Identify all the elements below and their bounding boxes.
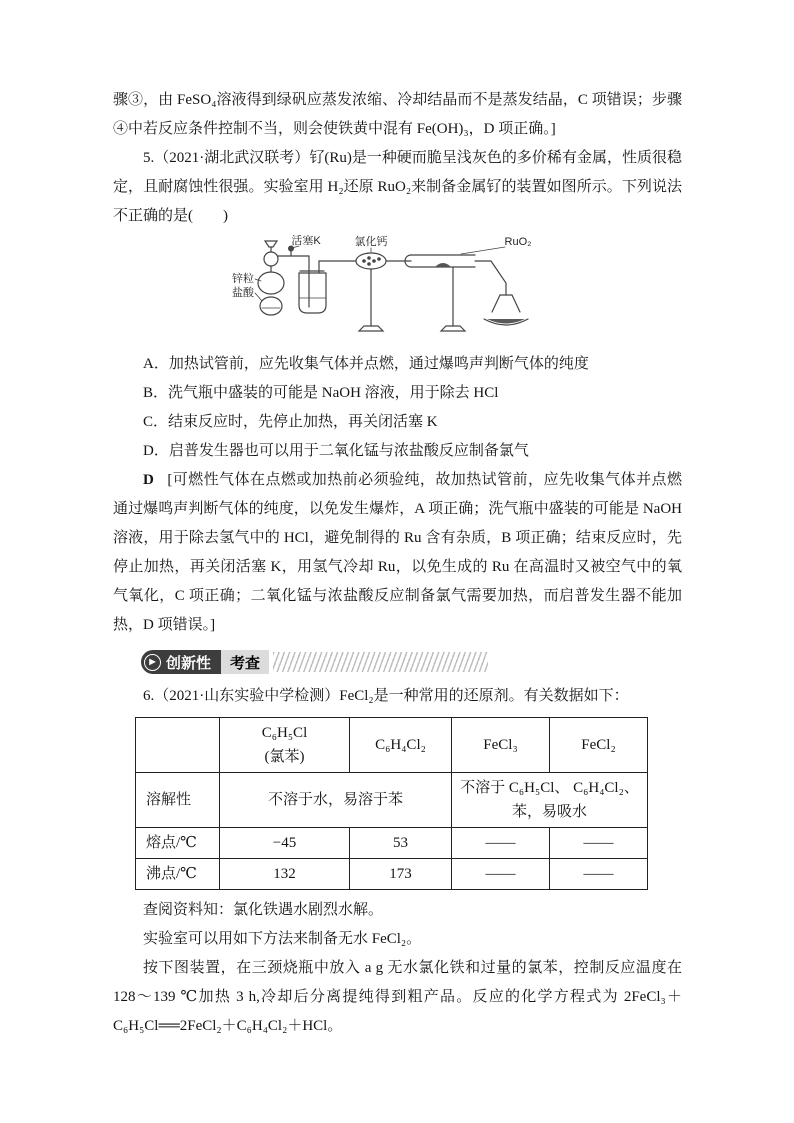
q5-answer-letter: D — [143, 472, 154, 488]
boiling-point-chlorobenzene: 132 — [220, 859, 350, 890]
table-row-boiling-point — [136, 859, 648, 890]
table-header-chlorobenzene — [220, 718, 350, 773]
melting-point-fecl3: —— — [452, 828, 550, 859]
section-badge — [141, 650, 221, 674]
section-header-innovative — [141, 650, 682, 674]
apparatus-diagram — [213, 235, 583, 343]
q5-option-d: D．启普发生器也可以用于二氧化锰与浓盐酸反应制备氯气 — [143, 443, 529, 459]
label-ruo2: RuO₂ — [504, 236, 531, 248]
section-suffix-label: 考查 — [221, 650, 269, 674]
q6-data-table — [135, 717, 648, 890]
boiling-point-dichlorobenzene: 173 — [350, 859, 452, 890]
table-corner-cell — [136, 718, 220, 773]
boiling-point-row-label: 沸点/℃ — [136, 859, 220, 890]
q6-stem: 6.（2021·山东实验中学检测）FeCl₂是一种常用的还原剂。有关数据如下： — [143, 688, 629, 704]
q5-answer-explanation: [可燃性气体在点燃或加热前必须验纯，故加热试管前，应先收集气体并点燃通过爆鸣声判断气体的纯度，以免发生爆炸，A 项正确；洗气瓶中盛装的可能是 NaOH 溶液，用于除去氢气中的 HCl，避免制得的 Ru 含有杂质，B 项正确；结束反应时，先停止加热，再关闭活塞 K，用氢气冷却 Ru，以免生成的 Ru 在高温时又被空气中的氧气氧化，C 项正确；二氧化锰与浓盐酸反应制备氯气需要加热，而启普发生器不能加热，D 项错误。] — [113, 472, 682, 633]
section-badge-label: 创新性 — [166, 654, 212, 672]
q5-option-c: C．结束反应时，先停止加热，再关闭活塞 K — [143, 414, 438, 430]
solubility-iron-chlorides-cell: 不溶于 C₆H₅Cl、 C₆H₄Cl₂、苯，易吸水 — [452, 773, 648, 828]
q6-note-method: 实验室可以用如下方法来制备无水 FeCl₂。 — [143, 931, 422, 947]
melting-point-row-label: 熔点/℃ — [136, 828, 220, 859]
q5-apparatus-figure — [213, 235, 583, 348]
table-header-fecl3: FeCl₃ — [452, 718, 550, 773]
table-row-solubility — [136, 773, 648, 828]
label-calcium-chloride: 氯化钙 — [354, 236, 387, 248]
label-zinc-granules: 锌粒 — [231, 273, 254, 285]
label-stopcock-k: 活塞K — [290, 235, 321, 247]
boiling-point-fecl3: —— — [452, 859, 550, 890]
label-hydrochloric-acid: 盐酸 — [231, 287, 254, 299]
q5-answer — [113, 466, 682, 640]
q6-note-procedure: 按下图装置，在三颈烧瓶中放入 a g 无水氯化铁和过量的氯苯，控制反应温度在 128～139 ℃加热 3 h,冷却后分离提纯得到粗产品。反应的化学方程式为 2FeCl₃＋C₆H₅Cl══2FeCl₂＋C₆H₄Cl₂＋HCl。 — [113, 960, 682, 1034]
melting-point-chlorobenzene: −45 — [220, 828, 350, 859]
chlorobenzene-formula: C₆H₅Cl — [261, 725, 308, 741]
table-header-row — [136, 718, 648, 773]
carryover-answer-text: 骤③，由 FeSO₄溶液得到绿矾应蒸发浓缩、冷却结晶而不是蒸发结晶，C 项错误；步骤④中若反应条件控制不当，则会使铁黄中混有 Fe(OH)₃，D 项正确。] — [113, 92, 682, 137]
chlorobenzene-name: (氯苯) — [264, 749, 305, 765]
table-row-melting-point — [136, 828, 648, 859]
melting-point-dichlorobenzene: 53 — [350, 828, 452, 859]
section-hatch-decoration — [273, 652, 488, 672]
melting-point-fecl2: —— — [550, 828, 648, 859]
q6-note-hydrolysis: 查阅资料知：氯化铁遇水剧烈水解。 — [143, 902, 384, 918]
play-icon: ▶ — [144, 654, 161, 671]
q5-stem: 5.（2021·湖北武汉联考）钌(Ru)是一种硬而脆呈浅灰色的多价稀有金属，性质很稳定，且耐腐蚀性很强。实验室用 H₂还原 RuO₂来制备金属钌的装置如图所示。下列说法不正确的是( ) — [113, 150, 682, 224]
apparatus-glassware — [255, 241, 528, 331]
solubility-row-label: 溶解性 — [136, 773, 220, 828]
boiling-point-fecl2: —— — [550, 859, 648, 890]
q5-option-b: B．洗气瓶中盛装的可能是 NaOH 溶液，用于除去 HCl — [143, 385, 499, 401]
table-header-dichlorobenzene: C₆H₄Cl₂ — [350, 718, 452, 773]
solubility-organics-cell: 不溶于水，易溶于苯 — [220, 773, 452, 828]
table-header-fecl2: FeCl₂ — [550, 718, 648, 773]
q5-option-a: A．加热试管前，应先收集气体并点燃，通过爆鸣声判断气体的纯度 — [143, 356, 589, 372]
